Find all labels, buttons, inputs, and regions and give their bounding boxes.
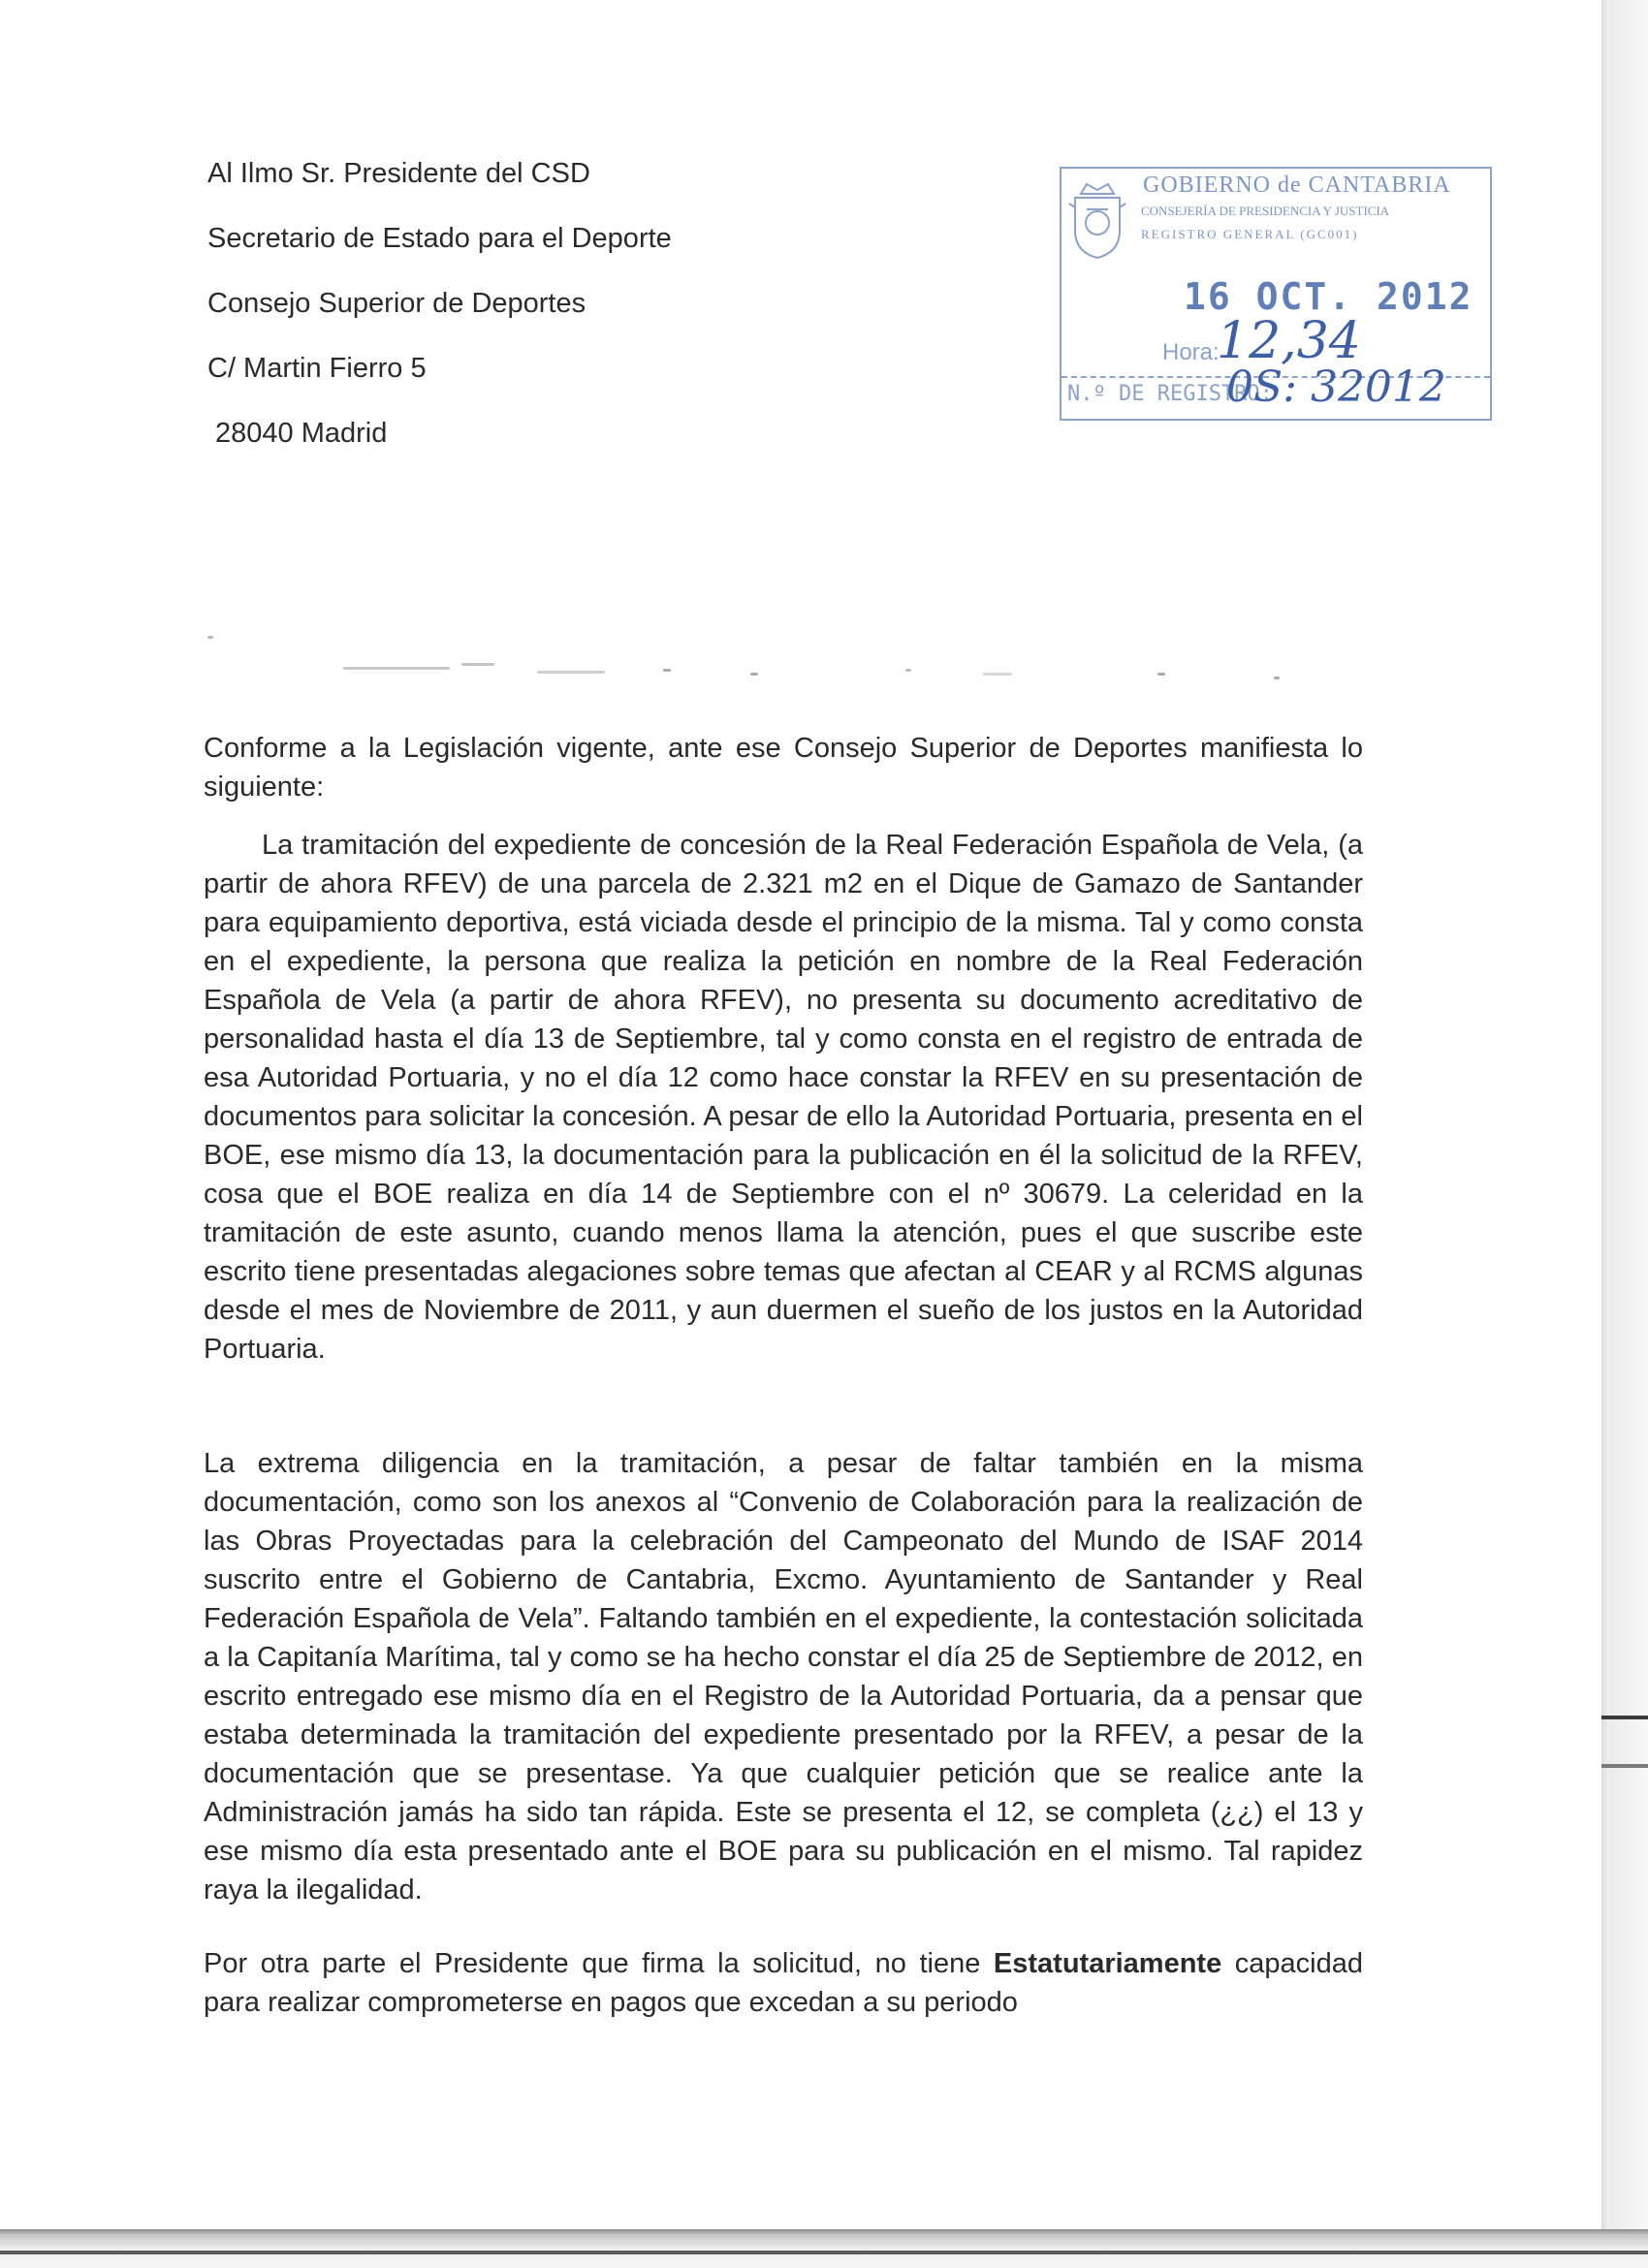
stamp-registry-number-handwritten: 0S: 32012: [1226, 362, 1446, 412]
scan-right-edge: [1601, 0, 1648, 2268]
paragraph-text: Por otra parte el Presidente que firma la solicitud, no tiene: [204, 1948, 994, 1979]
paragraph: La extrema diligencia en la tramitación, a pesar de faltar también en la misma documentación, como son los anexos al “Convenio de Colaboración para la realización de las Obras Proyectadas para la celebración del Campeonato del Mundo de ISAF 2014 suscrito entre el Gobierno de Cantabria, Excmo. Ayuntamiento de Santander y Real Federación Española de Vela”. Faltando también en el expediente, la contestación solicitada a la Capitanía Marítima, tal y como se ha hecho constar el día 25 de Septiembre de 2012, en escrito entregado ese mismo día en el Registro de la Autoridad Portuaria, da a pensar que estaba determinada la tramitación del expediente presentado por la RFEV, a pesar de la documentación que se presentase. Ya que cualquier petición que se realice ante la Administración jamás ha sido tan rápida. Este se presenta el 12, se completa (¿¿) el 13 y ese mismo día esta presentado ante el BOE para su publicación en el mismo. Tal rapidez raya la ilegalidad.: [204, 1448, 1363, 1906]
coat-of-arms-icon: [1067, 180, 1127, 262]
registry-stamp: [1060, 167, 1492, 421]
stamp-department: CONSEJERÍA DE PRESIDENCIA Y JUSTICIA: [1141, 204, 1390, 218]
stamp-hora-label: Hora:: [1162, 339, 1220, 365]
paragraph: La tramitación del expediente de concesión de la Real Federación Española de Vela, (a partir de ahora RFEV) de una parcela de 2.321 m2 en el Dique de Gamazo de Santander para equipamiento deportiva, está viciada desde el principio de la misma. Tal y como consta en el expediente, la persona que realiza la petición en nombre de la Real Federación Española de Vela (a partir de ahora RFEV), no presenta su documento acreditativo de personalidad hasta el día 13 de Septiembre, tal y como consta en el registro de entrada de esa Autoridad Portuaria, y no el día 12 como hace constar la RFEV en su presentación de documentos para solicitar la concesión. A pesar de ello la Autoridad Portuaria, presenta en el BOE, ese mismo día 13, la documentación para la publicación en él la solicitud de la RFEV, cosa que el BOE realiza en día 14 de Septiembre con el nº 30679. La celeridad en la tramitación de este asunto, cuando menos llama la atención, pues el que suscribe este escrito tiene presentadas alegaciones sobre temas que afectan al CEAR y al RCMS algunas desde el mes de Noviembre de 2011, y aun duermen el sueño de los justos en la Autoridad Portuaria.: [204, 830, 1363, 1365]
redacted-line: [207, 630, 1284, 698]
emphasized-word: Estatutariamente: [993, 1948, 1222, 1979]
stamp-hora-handwritten: 12,34: [1217, 312, 1361, 370]
scan-edge-mark: [1601, 1764, 1648, 1768]
address-line: 28040 Madrid: [215, 418, 388, 449]
scan-edge-mark: [1601, 1716, 1648, 1719]
paragraph-text: capacidad para realizar comprometerse en pagos que excedan a su periodo: [204, 1948, 1363, 2018]
scan-bottom-line: [0, 2251, 1648, 2254]
recipient-address: [207, 157, 672, 482]
address-line: Al Ilmo Sr. Presidente del CSD: [207, 158, 590, 189]
scan-bottom-edge: [0, 2229, 1648, 2268]
address-line: C/ Martin Fierro 5: [207, 353, 427, 384]
stamp-date: 16 OCT. 2012: [1184, 275, 1474, 318]
paragraph: [204, 1944, 1363, 2022]
stamp-registry-number-label: N.º DE REGISTRO:: [1067, 382, 1273, 406]
address-line: Consejo Superior de Deportes: [207, 288, 586, 319]
stamp-registry: REGISTRO GENERAL (GC001): [1141, 227, 1359, 241]
paragraph: Conforme a la Legislación vigente, ante ese Consejo Superior de Deportes manifiesta lo siguiente:: [204, 733, 1363, 803]
stamp-organization: GOBIERNO de CANTABRIA: [1143, 173, 1451, 198]
address-line: Secretario de Estado para el Deporte: [207, 223, 672, 254]
